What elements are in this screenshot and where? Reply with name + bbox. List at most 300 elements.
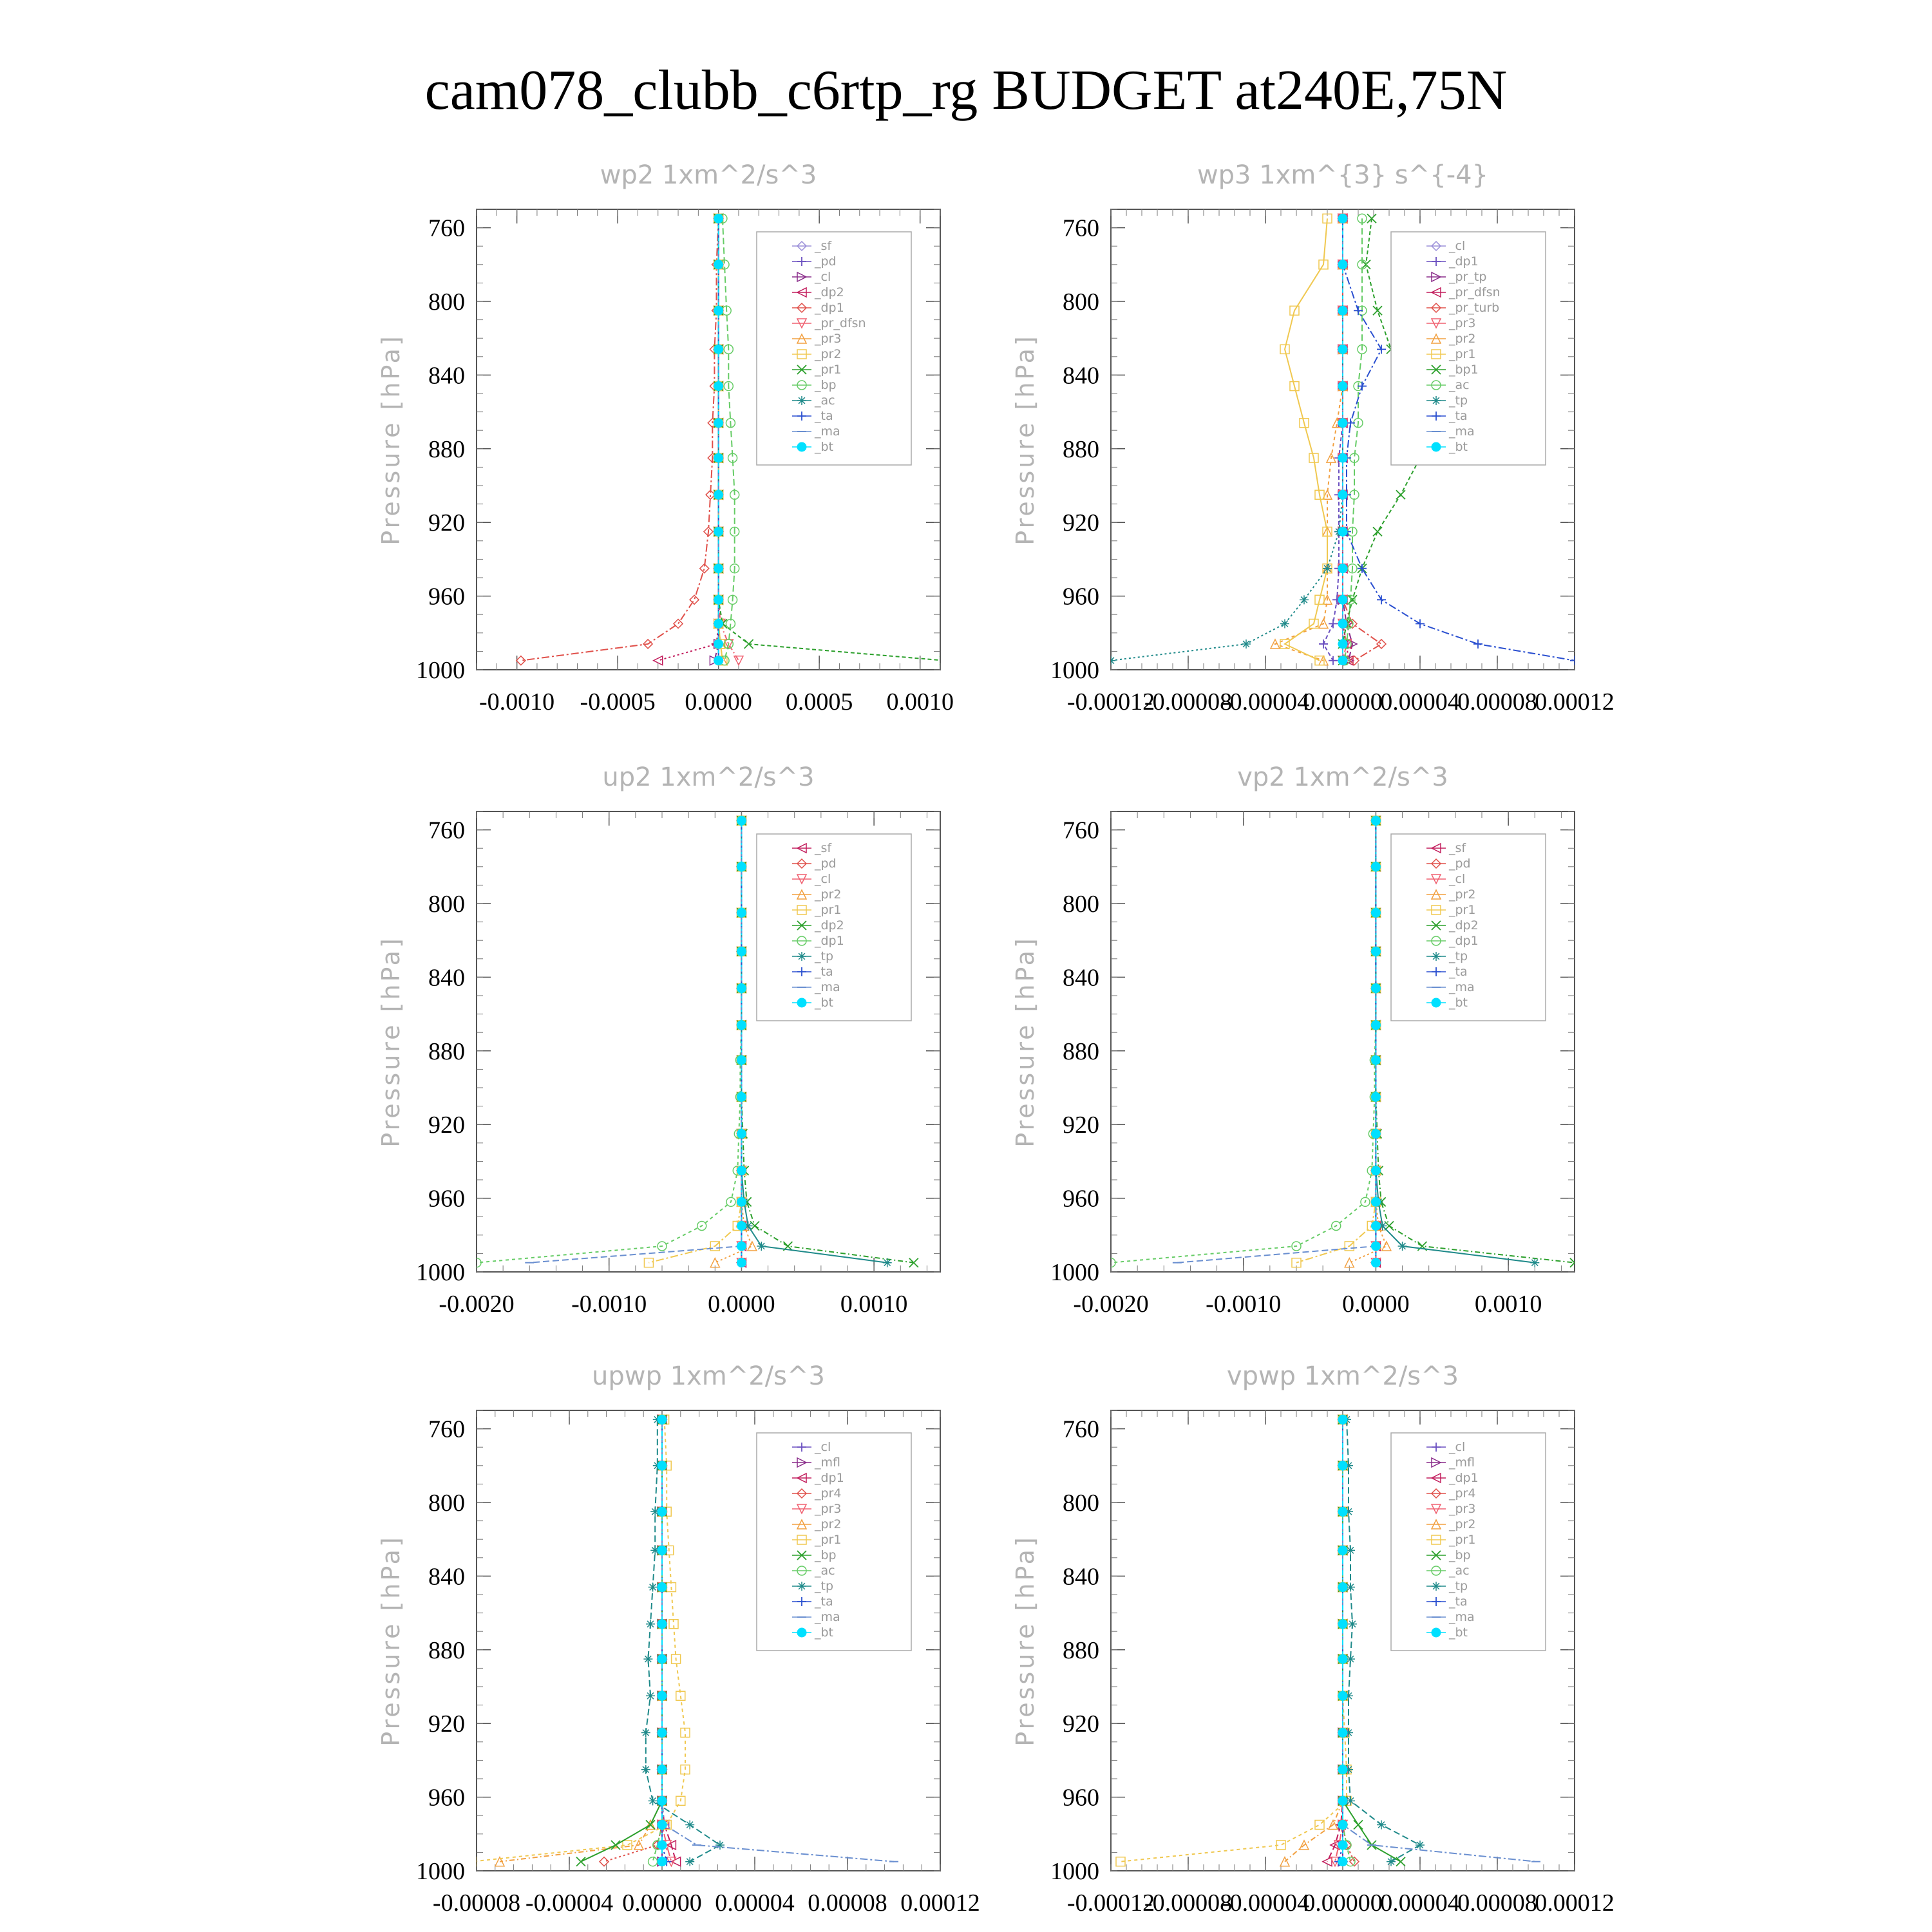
data-point bbox=[1329, 620, 1338, 629]
legend-entry: _pr_tp bbox=[1449, 270, 1487, 284]
data-point bbox=[714, 453, 723, 462]
series-line-dp1 bbox=[662, 1419, 676, 1861]
y-tick-label: 800 bbox=[428, 1490, 465, 1517]
x-tick-label: 0.0000 bbox=[1342, 1291, 1410, 1318]
data-point bbox=[646, 1691, 655, 1700]
data-point bbox=[658, 1765, 667, 1774]
data-point bbox=[737, 1258, 746, 1267]
data-point bbox=[1570, 656, 1579, 665]
data-point bbox=[1338, 1691, 1347, 1700]
data-point bbox=[658, 1728, 667, 1738]
data-point bbox=[690, 595, 699, 604]
y-tick-label: 840 bbox=[428, 1563, 465, 1591]
y-tick-label: 1000 bbox=[1050, 1259, 1099, 1286]
panel-title: vp2 1xm^2/s^3 bbox=[1237, 762, 1448, 792]
series-line-pr_turb bbox=[1343, 218, 1381, 660]
y-tick-label: 920 bbox=[1063, 1710, 1099, 1738]
legend-entry: _dp1 bbox=[1449, 254, 1479, 269]
y-tick-label: 760 bbox=[1063, 817, 1099, 844]
series-line-ac bbox=[653, 1419, 662, 1861]
data-point bbox=[1373, 306, 1382, 315]
legend-entry: _tp bbox=[815, 949, 834, 963]
data-point bbox=[1300, 595, 1309, 604]
data-point bbox=[1371, 947, 1380, 956]
legend-entry: _pr1 bbox=[815, 1533, 842, 1547]
series-line-ma bbox=[1177, 820, 1376, 1262]
data-point bbox=[1338, 1546, 1347, 1555]
x-tick-label: 0.00004 bbox=[1380, 688, 1460, 715]
legend-entry: _pr2 bbox=[1449, 1517, 1476, 1531]
legend-entry: _pr2 bbox=[815, 887, 842, 902]
legend-entry: _bp bbox=[1449, 1548, 1471, 1562]
data-point bbox=[658, 1583, 667, 1592]
x-tick-label: 0.00004 bbox=[1380, 1889, 1460, 1917]
legend-entry: _ac bbox=[815, 393, 835, 408]
data-point bbox=[658, 1691, 667, 1700]
y-tick-label: 760 bbox=[1063, 214, 1099, 242]
data-point bbox=[1416, 620, 1425, 629]
data-point bbox=[1338, 1796, 1347, 1805]
data-point bbox=[600, 1857, 609, 1866]
data-point bbox=[1338, 453, 1347, 462]
data-point bbox=[1354, 1821, 1363, 1830]
data-point bbox=[1371, 862, 1380, 871]
x-tick-label: 0.0010 bbox=[1474, 1291, 1542, 1318]
data-point bbox=[1371, 1021, 1380, 1030]
y-tick-label: 880 bbox=[1063, 1636, 1099, 1664]
legend-entry: _bt bbox=[1449, 1625, 1468, 1640]
legend-entry: _dp1 bbox=[815, 934, 844, 948]
data-point bbox=[1338, 1821, 1347, 1830]
data-point bbox=[1371, 1197, 1380, 1206]
data-point bbox=[1338, 639, 1347, 649]
legend bbox=[757, 232, 911, 465]
data-point bbox=[714, 490, 723, 499]
panel-4 bbox=[1011, 762, 1579, 1318]
legend-entry: _bt bbox=[815, 440, 834, 454]
data-point bbox=[1338, 345, 1347, 354]
data-point bbox=[658, 1857, 667, 1866]
legend bbox=[1391, 232, 1546, 465]
panel-title: wp3 1xm^{3} s^{-4} bbox=[1197, 160, 1489, 190]
legend-entry: _pr2 bbox=[815, 347, 842, 361]
data-point bbox=[1323, 564, 1332, 573]
data-point bbox=[1338, 419, 1347, 428]
x-tick-label: -0.0010 bbox=[571, 1291, 647, 1318]
x-tick-label: -0.00004 bbox=[1221, 688, 1310, 715]
legend-marker bbox=[1432, 952, 1441, 961]
legend-entry: _cl bbox=[1449, 239, 1466, 253]
legend-entry: _cl bbox=[1449, 1440, 1466, 1454]
y-axis-label: Pressure [hPa] bbox=[1011, 1535, 1039, 1747]
data-point bbox=[1338, 260, 1347, 269]
data-point bbox=[658, 1461, 667, 1470]
data-point bbox=[1398, 1242, 1407, 1251]
data-point bbox=[1373, 527, 1382, 536]
data-point bbox=[1371, 984, 1380, 993]
data-point bbox=[1338, 1857, 1347, 1866]
legend-entry: _bt bbox=[1449, 996, 1468, 1010]
legend-entry: _ac bbox=[815, 1564, 835, 1578]
legend-entry: _ma bbox=[815, 1610, 840, 1624]
x-tick-label: 0.00008 bbox=[1457, 688, 1537, 715]
data-point bbox=[658, 1796, 667, 1805]
y-tick-label: 800 bbox=[1063, 289, 1099, 316]
y-tick-label: 880 bbox=[428, 1037, 465, 1065]
data-point bbox=[1371, 1092, 1380, 1101]
data-point bbox=[1371, 1258, 1380, 1267]
data-point bbox=[714, 656, 723, 665]
y-tick-label: 800 bbox=[1063, 891, 1099, 918]
series-line-ac bbox=[1345, 218, 1362, 660]
data-point bbox=[649, 1857, 658, 1866]
panel-title: upwp 1xm^2/s^3 bbox=[592, 1361, 825, 1391]
data-point bbox=[1338, 1583, 1347, 1592]
data-point bbox=[1338, 527, 1347, 536]
data-point bbox=[1348, 595, 1357, 604]
data-point bbox=[744, 639, 753, 649]
legend-entry: _dp1 bbox=[815, 301, 844, 315]
data-point bbox=[1338, 382, 1347, 391]
legend-entry: _pr1 bbox=[815, 903, 842, 917]
y-tick-label: 840 bbox=[1063, 362, 1099, 390]
legend-entry: _ta bbox=[815, 1595, 833, 1609]
legend-entry: _ma bbox=[1449, 1610, 1475, 1624]
data-point bbox=[649, 1583, 658, 1592]
legend-entry: _mfl bbox=[1449, 1455, 1475, 1470]
y-tick-label: 760 bbox=[428, 1416, 465, 1443]
y-axis-label: Pressure [hPa] bbox=[377, 936, 405, 1148]
y-tick-label: 800 bbox=[428, 891, 465, 918]
x-tick-label: -0.0020 bbox=[439, 1291, 515, 1318]
legend-entry: _dp1 bbox=[1449, 1471, 1479, 1485]
legend-entry: _pd bbox=[815, 254, 837, 269]
legend-entry: _ta bbox=[1449, 409, 1468, 423]
series-line-pr1 bbox=[649, 820, 741, 1262]
series-line-dp1 bbox=[1327, 1419, 1343, 1861]
data-point bbox=[1338, 656, 1347, 665]
data-point bbox=[1329, 656, 1338, 665]
data-point bbox=[737, 816, 746, 825]
x-tick-label: 0.0005 bbox=[785, 688, 853, 715]
data-point bbox=[737, 1222, 746, 1231]
legend-entry: _pr1 bbox=[1449, 347, 1476, 361]
data-point bbox=[1338, 1415, 1347, 1424]
legend-entry: _dp1 bbox=[815, 1471, 844, 1485]
panel-title: vpwp 1xm^2/s^3 bbox=[1226, 1361, 1459, 1391]
y-tick-label: 960 bbox=[1063, 1784, 1099, 1812]
legend-entry: _pr4 bbox=[815, 1486, 842, 1501]
data-point bbox=[1338, 1654, 1347, 1663]
data-point bbox=[737, 1130, 746, 1139]
y-tick-label: 960 bbox=[428, 583, 465, 611]
data-point bbox=[646, 1620, 655, 1629]
legend-marker bbox=[1432, 998, 1441, 1007]
x-tick-label: -0.00004 bbox=[525, 1889, 614, 1917]
data-point bbox=[1338, 620, 1347, 629]
x-tick-label: 0.0010 bbox=[886, 688, 954, 715]
series-line-ma bbox=[529, 820, 741, 1262]
data-point bbox=[1319, 639, 1328, 649]
y-tick-label: 920 bbox=[1063, 1112, 1099, 1139]
legend-marker bbox=[1432, 1582, 1441, 1591]
data-point bbox=[1387, 1857, 1396, 1866]
data-point bbox=[737, 908, 746, 917]
y-tick-label: 880 bbox=[428, 1636, 465, 1664]
y-tick-label: 960 bbox=[1063, 583, 1099, 611]
data-point bbox=[1338, 1620, 1347, 1629]
y-tick-label: 840 bbox=[428, 362, 465, 390]
x-tick-label: 0.00012 bbox=[1535, 1889, 1615, 1917]
data-point bbox=[1530, 1258, 1539, 1267]
x-tick-label: 0.00012 bbox=[1535, 688, 1615, 715]
y-tick-label: 1000 bbox=[416, 1259, 465, 1286]
legend-entry: _pr1 bbox=[1449, 903, 1476, 917]
data-point bbox=[737, 947, 746, 956]
data-point bbox=[714, 260, 723, 269]
data-point bbox=[1382, 1242, 1391, 1251]
data-point bbox=[1371, 1222, 1380, 1231]
data-point bbox=[658, 1620, 667, 1629]
data-point bbox=[737, 1056, 746, 1065]
legend-entry: _tp bbox=[1449, 1579, 1468, 1593]
y-tick-label: 760 bbox=[428, 817, 465, 844]
legend-entry: _bp1 bbox=[1449, 363, 1479, 377]
data-point bbox=[1377, 639, 1386, 649]
y-tick-label: 1000 bbox=[416, 1858, 465, 1885]
x-tick-label: -0.00008 bbox=[432, 1889, 521, 1917]
data-point bbox=[643, 1654, 652, 1663]
legend-entry: _ac bbox=[1449, 378, 1470, 392]
data-point bbox=[714, 345, 723, 354]
legend-marker bbox=[797, 1628, 806, 1637]
data-point bbox=[1377, 345, 1386, 354]
legend-marker bbox=[797, 1582, 806, 1591]
series-line-tp bbox=[1111, 218, 1343, 660]
legend-entry: _dp2 bbox=[815, 285, 844, 299]
series-line-dp1 bbox=[477, 820, 741, 1262]
x-tick-label: -0.0005 bbox=[580, 688, 656, 715]
x-tick-label: -0.0010 bbox=[479, 688, 555, 715]
y-tick-label: 1000 bbox=[1050, 1858, 1099, 1885]
data-point bbox=[1396, 1857, 1405, 1866]
data-point bbox=[1338, 214, 1347, 223]
data-point bbox=[1377, 1821, 1386, 1830]
data-point bbox=[737, 1092, 746, 1101]
x-tick-label: 0.0000 bbox=[685, 688, 752, 715]
main-title: cam078_clubb_c6rtp_rg BUDGET at240E,75N bbox=[424, 59, 1508, 122]
data-point bbox=[658, 1546, 667, 1555]
legend-entry: _pr3 bbox=[815, 332, 842, 346]
data-point bbox=[1338, 1507, 1347, 1516]
panel-title: up2 1xm^2/s^3 bbox=[602, 762, 815, 792]
data-point bbox=[658, 1507, 667, 1516]
series-line-pr_tp bbox=[1343, 218, 1352, 660]
legend-entry: _pr3 bbox=[1449, 1502, 1476, 1516]
y-tick-label: 800 bbox=[428, 289, 465, 316]
data-point bbox=[714, 306, 723, 315]
y-tick-label: 920 bbox=[1063, 509, 1099, 537]
legend-entry: _sf bbox=[1449, 841, 1466, 855]
data-point bbox=[737, 862, 746, 871]
data-point bbox=[715, 1841, 724, 1850]
legend-entry: _bp bbox=[815, 378, 837, 392]
data-point bbox=[1106, 656, 1115, 665]
legend-entry: _ta bbox=[1449, 965, 1468, 979]
x-tick-label: -0.00012 bbox=[1066, 1889, 1155, 1917]
data-point bbox=[1338, 490, 1347, 499]
legend-entry: _tp bbox=[1449, 393, 1468, 408]
y-tick-label: 1000 bbox=[1050, 657, 1099, 684]
legend-entry: _pd bbox=[1449, 857, 1471, 871]
legend bbox=[757, 834, 911, 1021]
panel-6 bbox=[1011, 1361, 1615, 1917]
series-line-pr1 bbox=[1285, 218, 1327, 660]
series-line-pr1 bbox=[1121, 1419, 1347, 1861]
x-tick-label: -0.00012 bbox=[1066, 688, 1155, 715]
legend-entry: _sf bbox=[815, 239, 832, 253]
series-line-pr_dfsn bbox=[1343, 218, 1349, 660]
y-tick-label: 840 bbox=[1063, 1563, 1099, 1591]
legend-entry: _cl bbox=[815, 270, 831, 284]
data-point bbox=[1338, 564, 1347, 573]
data-point bbox=[1338, 1461, 1347, 1470]
legend-entry: _pr_dfsn bbox=[815, 316, 866, 330]
series-line-dp1 bbox=[1323, 218, 1343, 660]
x-tick-label: -0.00004 bbox=[1221, 1889, 1310, 1917]
x-tick-label: 0.0000 bbox=[708, 1291, 775, 1318]
data-point bbox=[1371, 908, 1380, 917]
data-point bbox=[737, 1166, 746, 1175]
data-point bbox=[1338, 1728, 1347, 1738]
data-point bbox=[672, 1857, 681, 1866]
x-tick-label: -0.0020 bbox=[1073, 1291, 1149, 1318]
y-tick-label: 760 bbox=[428, 214, 465, 242]
y-axis-label: Pressure [hPa] bbox=[377, 334, 405, 545]
series-line-ta bbox=[662, 1419, 667, 1861]
legend-entry: _pr2 bbox=[815, 1517, 842, 1531]
legend-entry: _dp1 bbox=[1449, 934, 1479, 948]
series-line-dp1 bbox=[1111, 820, 1376, 1262]
y-axis-label: Pressure [hPa] bbox=[1011, 334, 1039, 545]
y-tick-label: 920 bbox=[428, 1112, 465, 1139]
legend-entry: _pr3 bbox=[815, 1502, 842, 1516]
x-tick-label: -0.0010 bbox=[1206, 1291, 1282, 1318]
data-point bbox=[1338, 1765, 1347, 1774]
data-point bbox=[714, 620, 723, 629]
legend-entry: _pr4 bbox=[1449, 1486, 1476, 1501]
data-point bbox=[1242, 639, 1251, 649]
legend-entry: _ma bbox=[815, 980, 840, 994]
legend-entry: _tp bbox=[1449, 949, 1468, 963]
series-line-bp bbox=[723, 218, 735, 660]
series-line-pr1 bbox=[472, 1419, 685, 1861]
x-tick-label: 0.00008 bbox=[808, 1889, 887, 1917]
data-point bbox=[1371, 1130, 1380, 1139]
legend bbox=[757, 1433, 911, 1651]
data-point bbox=[714, 419, 723, 428]
data-point bbox=[1338, 595, 1347, 604]
data-point bbox=[1371, 816, 1380, 825]
legend-marker bbox=[797, 952, 806, 961]
data-point bbox=[1473, 639, 1482, 649]
data-point bbox=[1348, 1620, 1357, 1629]
series-line-bp bbox=[581, 1419, 662, 1861]
data-point bbox=[737, 1021, 746, 1030]
legend-marker bbox=[797, 442, 806, 451]
legend bbox=[1391, 1433, 1546, 1651]
legend-entry: _ac bbox=[1449, 1564, 1470, 1578]
data-point bbox=[1371, 1166, 1380, 1175]
data-point bbox=[658, 1654, 667, 1663]
data-point bbox=[1396, 490, 1405, 499]
data-point bbox=[748, 1242, 757, 1251]
y-axis-label: Pressure [hPa] bbox=[377, 1535, 405, 1747]
legend-entry: _dp2 bbox=[815, 918, 844, 933]
panel-5 bbox=[377, 1361, 980, 1917]
data-point bbox=[1371, 1056, 1380, 1065]
series-line-pr4 bbox=[604, 1419, 662, 1861]
legend-entry: _pr_turb bbox=[1449, 301, 1500, 315]
legend-entry: _ta bbox=[1449, 1595, 1468, 1609]
series-line-pr1 bbox=[1296, 820, 1376, 1262]
x-tick-label: 0.00008 bbox=[1457, 1889, 1537, 1917]
legend-entry: _pr_dfsn bbox=[1449, 285, 1501, 299]
data-point bbox=[685, 1857, 694, 1866]
legend-entry: _bt bbox=[1449, 440, 1468, 454]
y-tick-label: 800 bbox=[1063, 1490, 1099, 1517]
legend-entry: _pd bbox=[815, 857, 837, 871]
data-point bbox=[658, 1821, 667, 1830]
x-tick-label: 0.00004 bbox=[715, 1889, 795, 1917]
legend-entry: _ma bbox=[1449, 980, 1475, 994]
data-point bbox=[1416, 1841, 1425, 1850]
legend-entry: _cl bbox=[815, 1440, 831, 1454]
data-point bbox=[757, 1242, 766, 1251]
data-point bbox=[576, 1857, 585, 1866]
y-tick-label: 920 bbox=[428, 509, 465, 537]
legend-entry: _bp bbox=[815, 1548, 837, 1562]
data-point bbox=[641, 1728, 650, 1738]
x-tick-label: 0.00012 bbox=[900, 1889, 980, 1917]
panel-1 bbox=[377, 160, 954, 715]
data-point bbox=[1371, 1242, 1380, 1251]
data-point bbox=[737, 1242, 746, 1251]
legend-entry: _pr1 bbox=[1449, 1533, 1476, 1547]
panel-title: wp2 1xm^2/s^3 bbox=[600, 160, 817, 190]
series-line-tp bbox=[646, 1419, 720, 1861]
legend-entry: _pr3 bbox=[1449, 316, 1476, 330]
legend-entry: _pr2 bbox=[1449, 887, 1476, 902]
y-tick-label: 960 bbox=[428, 1185, 465, 1213]
x-tick-label: 0.0010 bbox=[840, 1291, 908, 1318]
data-point bbox=[468, 1857, 477, 1866]
legend-entry: _ta bbox=[815, 965, 833, 979]
legend-entry: _cl bbox=[1449, 872, 1466, 886]
y-tick-label: 760 bbox=[1063, 1416, 1099, 1443]
panel-2 bbox=[1011, 160, 1615, 715]
panel-3 bbox=[377, 762, 940, 1318]
legend-entry: _ma bbox=[815, 424, 840, 439]
y-tick-label: 880 bbox=[428, 435, 465, 463]
legend-entry: _dp2 bbox=[1449, 918, 1479, 933]
x-tick-label: 0.00000 bbox=[1303, 688, 1383, 715]
data-point bbox=[1338, 1841, 1347, 1850]
data-point bbox=[674, 620, 683, 629]
legend-entry: _ma bbox=[1449, 424, 1475, 439]
series-line-pr_dfsn bbox=[719, 218, 739, 660]
x-tick-label: 0.00000 bbox=[1303, 1889, 1383, 1917]
